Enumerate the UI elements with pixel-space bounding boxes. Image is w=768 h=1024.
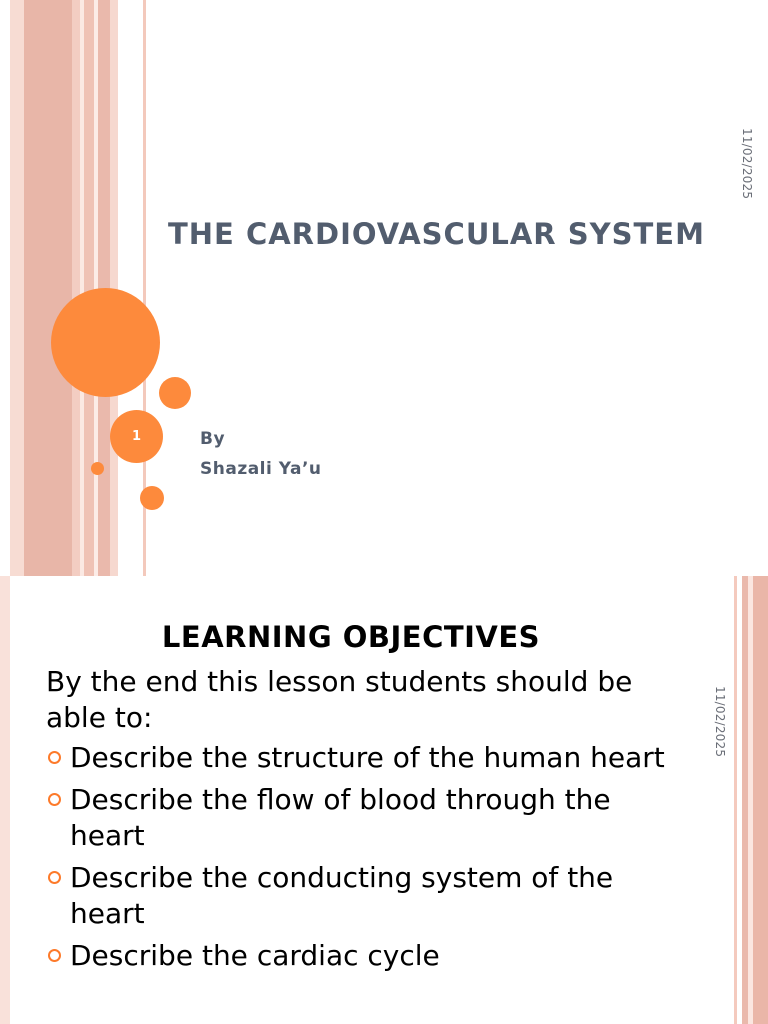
decorative-stripe xyxy=(24,0,72,576)
objective-text: Describe the cardiac cycle xyxy=(70,939,440,972)
slide-heading: LEARNING OBJECTIVES xyxy=(161,620,541,654)
presentation-subtitle xyxy=(200,424,322,484)
objective-text: Describe the structure of the human heart xyxy=(70,741,665,774)
decorative-stripe xyxy=(734,576,737,1024)
decorative-stripe xyxy=(72,0,80,576)
objectives-slide xyxy=(0,576,768,1024)
author-name: Shazali Ya’u xyxy=(200,459,322,479)
list-item xyxy=(46,860,686,932)
slide-number: 1 xyxy=(131,429,142,444)
decorative-circle-small xyxy=(159,377,191,409)
list-item xyxy=(46,782,686,854)
decorative-circle-small xyxy=(140,486,164,510)
objective-text: Describe the flow of blood through the heart xyxy=(70,783,611,852)
slide-number-badge xyxy=(110,410,163,463)
bullet-icon xyxy=(48,793,61,806)
presentation-title: THE CARDIOVASCULAR SYSTEM xyxy=(168,217,705,251)
decorative-circle-large xyxy=(51,288,160,397)
subtitle-by: By xyxy=(200,429,226,449)
bullet-icon xyxy=(48,751,61,764)
slide-date: 11/02/2025 xyxy=(740,128,754,200)
intro-text: By the end this lesson students should be able to: xyxy=(46,665,633,734)
bullet-icon xyxy=(48,871,61,884)
objective-text: Describe the conducting system of the heart xyxy=(70,861,614,930)
slide-date: 11/02/2025 xyxy=(713,686,727,758)
decorative-stripe xyxy=(84,0,94,576)
objectives-list xyxy=(46,740,686,980)
decorative-stripe xyxy=(10,0,24,576)
decorative-stripe xyxy=(753,576,768,1024)
decorative-circle-tiny xyxy=(91,462,104,475)
bullet-icon xyxy=(48,949,61,962)
list-item xyxy=(46,740,686,776)
list-item xyxy=(46,938,686,974)
